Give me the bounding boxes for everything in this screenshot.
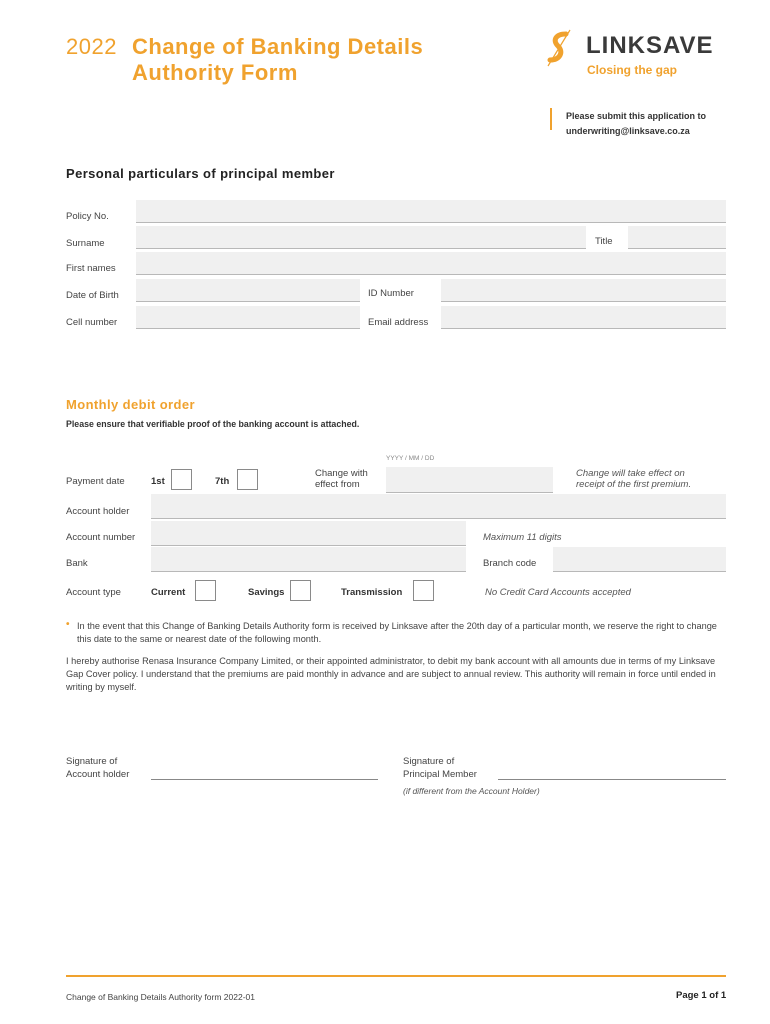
account-type-label: Account type bbox=[66, 587, 121, 598]
date-format-hint: YYYY / MM / DD bbox=[386, 455, 435, 462]
sig-principal-line-1: Signature of bbox=[403, 756, 455, 767]
brand-name: LINKSAVE bbox=[586, 32, 714, 59]
submit-line-1: Please submit this application to bbox=[566, 111, 707, 121]
sig-principal-note: (if different from the Account Holder) bbox=[403, 786, 540, 796]
change-with-label bbox=[315, 468, 368, 490]
title-line-1: Change of Banking Details bbox=[132, 34, 424, 59]
sig-principal-label bbox=[403, 755, 477, 781]
note-bullet: • bbox=[66, 619, 70, 630]
dob-label: Date of Birth bbox=[66, 290, 119, 301]
title-year: 2022 bbox=[66, 34, 117, 59]
account-number-field[interactable] bbox=[151, 521, 466, 546]
sig-holder-line[interactable] bbox=[151, 779, 378, 780]
effect-note-line-2: receipt of the first premium. bbox=[576, 479, 692, 490]
page-title bbox=[132, 34, 423, 86]
type-transmission-checkbox[interactable] bbox=[413, 580, 434, 601]
sig-principal-line-2: Principal Member bbox=[403, 769, 477, 780]
dob-field[interactable] bbox=[136, 279, 360, 302]
payment-1st-checkbox[interactable] bbox=[171, 469, 192, 490]
payment-7th-checkbox[interactable] bbox=[237, 469, 258, 490]
email-field[interactable] bbox=[441, 306, 726, 329]
policy-no-label: Policy No. bbox=[66, 211, 109, 222]
effect-note-line-1: Change will take effect on bbox=[576, 468, 685, 479]
type-current-checkbox[interactable] bbox=[195, 580, 216, 601]
authorisation-text: I hereby authorise Renasa Insurance Company Limited, or their appointed administrator, to debit my bank account with all amounts due in terms of my Linksave Gap Cover policy. I understand that the premiums are paid monthly in advance and are subject to annual review. This authority will remain in force until ended in writing by myself. bbox=[66, 656, 716, 692]
surname-field[interactable] bbox=[136, 226, 586, 249]
sig-holder-line-1: Signature of bbox=[66, 756, 118, 767]
branch-code-field[interactable] bbox=[553, 547, 726, 572]
policy-no-field[interactable] bbox=[136, 200, 726, 223]
title-label: Title bbox=[595, 236, 613, 247]
linksave-logo bbox=[544, 28, 576, 68]
type-current-label: Current bbox=[151, 587, 186, 598]
sig-holder-label bbox=[66, 755, 129, 781]
branch-code-label: Branch code bbox=[483, 558, 537, 569]
submit-accent-bar bbox=[550, 108, 552, 130]
id-number-field[interactable] bbox=[441, 279, 726, 302]
cell-field[interactable] bbox=[136, 306, 360, 329]
sig-principal-line[interactable] bbox=[498, 779, 726, 780]
account-holder-label: Account holder bbox=[66, 506, 130, 517]
change-with-line-1: Change with bbox=[315, 468, 368, 479]
title-field[interactable] bbox=[628, 226, 726, 249]
account-number-label: Account number bbox=[66, 532, 136, 543]
title-line-2: Authority Form bbox=[132, 60, 298, 85]
type-savings-checkbox[interactable] bbox=[290, 580, 311, 601]
late-receipt-note: In the event that this Change of Banking Details Authority form is received by Linksave after the 20th day of a particular month, we reserve the right to change this date to the same or nearest date of the following month. bbox=[77, 621, 717, 644]
bank-field[interactable] bbox=[151, 547, 466, 572]
type-transmission-label: Transmission bbox=[341, 587, 403, 598]
footer-form-ref: Change of Banking Details Authority form 2022-01 bbox=[66, 992, 256, 1002]
max-digits-note: Maximum 11 digits bbox=[483, 532, 562, 543]
cell-label: Cell number bbox=[66, 317, 118, 328]
payment-date-label: Payment date bbox=[66, 476, 125, 487]
account-holder-field[interactable] bbox=[151, 494, 726, 519]
effect-note bbox=[576, 468, 691, 490]
surname-label: Surname bbox=[66, 238, 105, 249]
type-savings-label: Savings bbox=[248, 587, 285, 598]
no-credit-note: No Credit Card Accounts accepted bbox=[485, 587, 631, 598]
change-with-line-2: effect from bbox=[315, 479, 360, 490]
email-label: Email address bbox=[368, 317, 429, 328]
submit-instructions bbox=[566, 109, 706, 139]
footer-divider bbox=[66, 975, 726, 977]
id-number-label: ID Number bbox=[368, 288, 414, 299]
first-names-field[interactable] bbox=[136, 252, 726, 275]
bank-label: Bank bbox=[66, 558, 88, 569]
sig-holder-line-2: Account holder bbox=[66, 769, 130, 780]
page-number: Page 1 of 1 bbox=[676, 990, 727, 1001]
first-names-label: First names bbox=[66, 263, 116, 274]
logo-s-icon bbox=[544, 28, 576, 68]
proof-notice: Please ensure that verifiable proof of the banking account is attached. bbox=[66, 419, 360, 429]
brand-tagline: Closing the gap bbox=[587, 63, 677, 77]
debit-heading: Monthly debit order bbox=[66, 397, 195, 412]
personal-heading: Personal particulars of principal member bbox=[66, 166, 335, 181]
submit-email: underwriting@linksave.co.za bbox=[566, 126, 690, 136]
effective-date-field[interactable] bbox=[386, 467, 553, 493]
payment-1st-label: 1st bbox=[151, 476, 165, 487]
payment-7th-label: 7th bbox=[215, 476, 230, 487]
